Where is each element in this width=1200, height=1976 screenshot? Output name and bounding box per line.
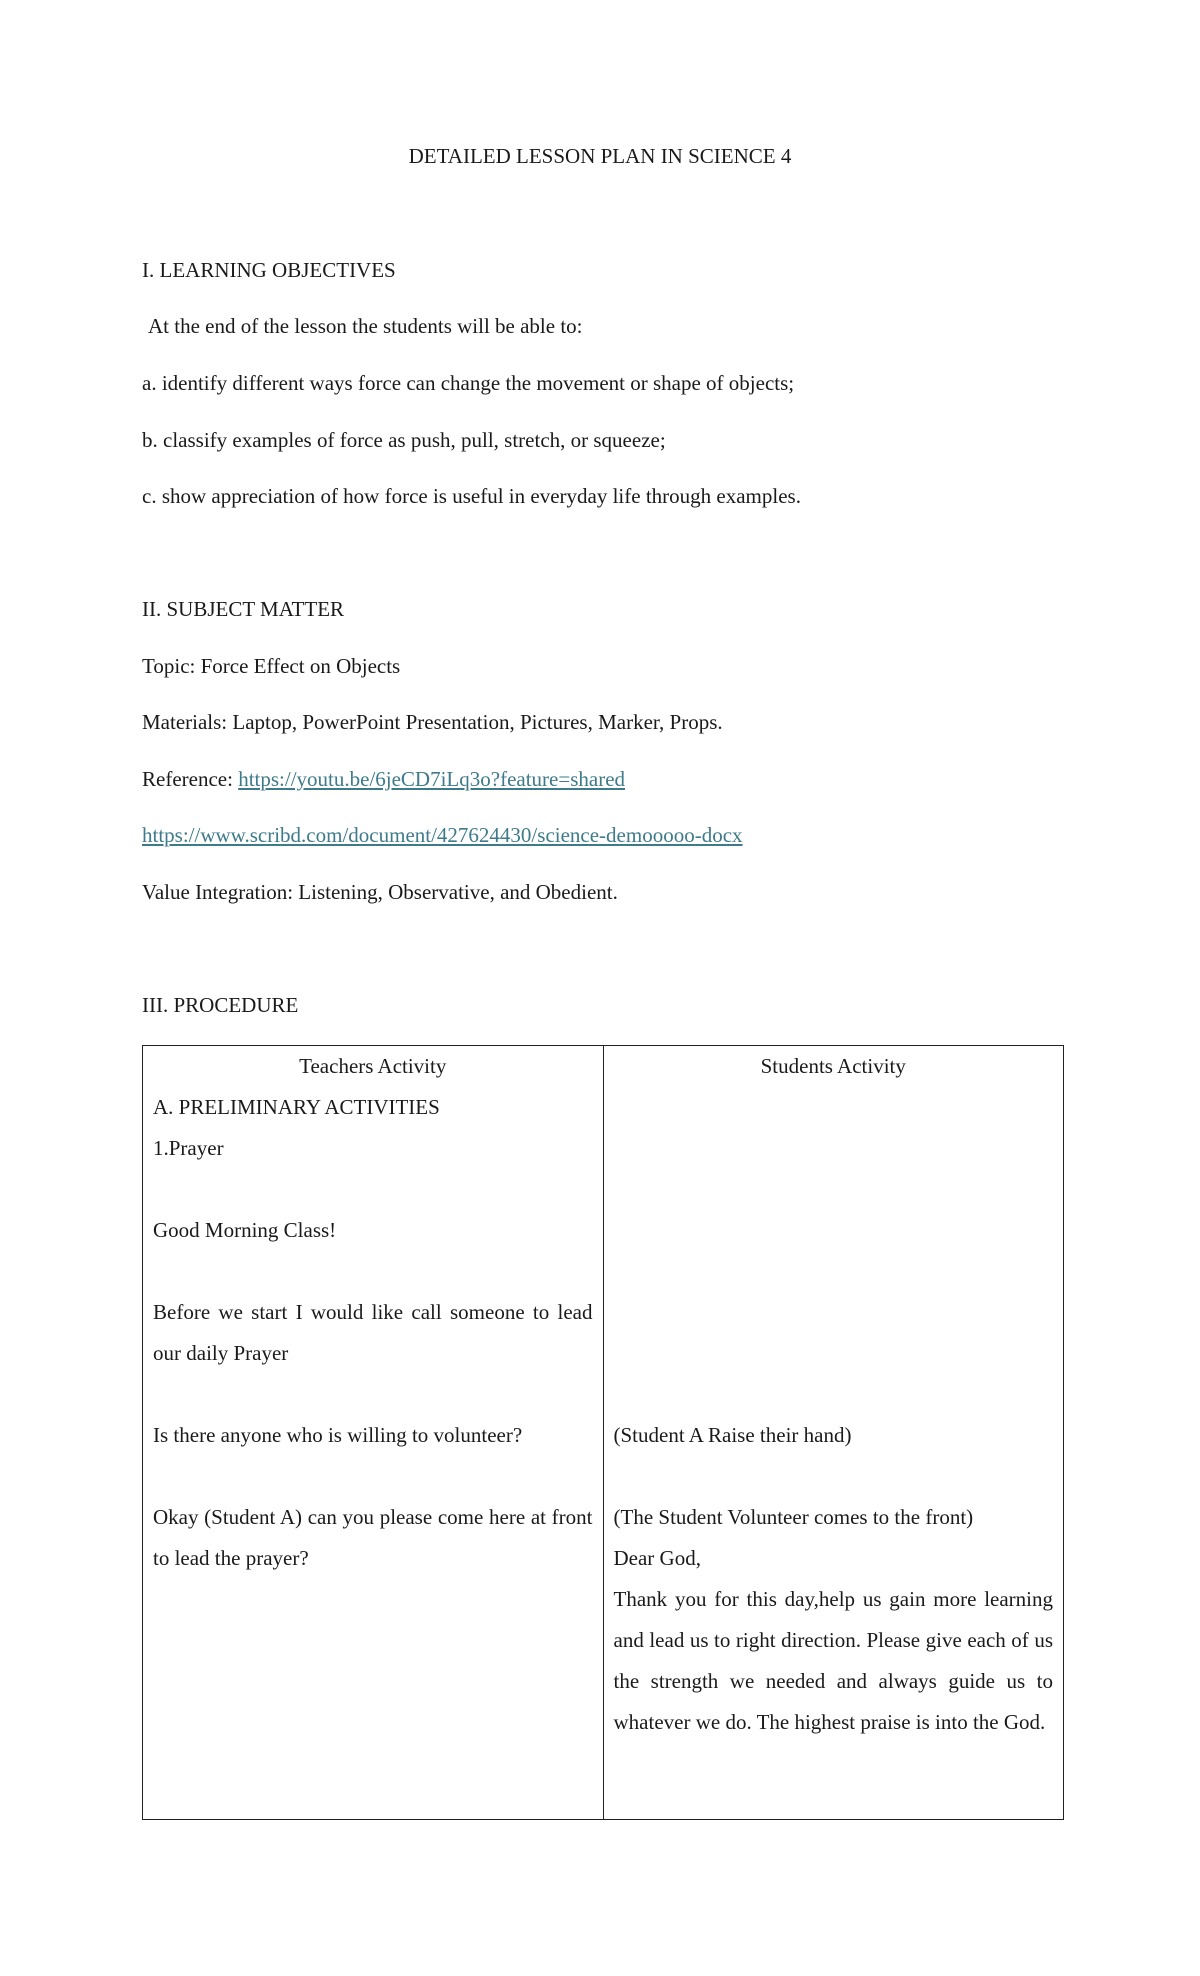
table-row [143,1046,1064,1820]
spacer [614,1333,1054,1374]
prayer-label: 1.Prayer [153,1136,224,1160]
teacher-activity-header: Teachers Activity [299,1054,447,1078]
prayer-salutation: Dear God, [613,1546,701,1570]
document-title: DETAILED LESSON PLAN IN SCIENCE 4 [408,144,792,168]
spacer [153,1169,593,1210]
student-activity-header: Students Activity [760,1054,906,1078]
teacher-greeting: Good Morning Class! [153,1218,337,1242]
spacer [614,1374,1054,1415]
spacer [614,1128,1054,1169]
spacer [153,1251,593,1292]
reference-link-scribd[interactable]: https://www.scribd.com/document/427624430/science-demooooo-docx [142,823,743,847]
spacer [153,1456,593,1497]
student-activity-cell [603,1046,1064,1820]
spacer [614,1251,1054,1292]
student-comes-front: (The Student Volunteer comes to the front) [613,1505,974,1529]
spacer [614,1292,1054,1333]
objective-item-c: c. show appreciation of how force is useful in everyday life through examples. [142,484,801,508]
objectives-heading: I. LEARNING OBJECTIVES [142,258,396,282]
teacher-call-prayer: Before we start I would like call someone to lead our daily Prayer [153,1300,593,1365]
teacher-ask-volunteer: Is there anyone who is willing to volunteer? [153,1423,523,1447]
student-raise-hand: (Student A Raise their hand) [613,1423,852,1447]
subject-materials: Materials: Laptop, PowerPoint Presentation, Pictures, Marker, Props. [142,710,723,734]
spacer [614,1169,1054,1210]
spacer [614,1210,1054,1251]
spacer [614,1456,1054,1497]
reference-label: Reference: [142,767,239,791]
spacer [614,1087,1054,1128]
objective-item-a: a. identify different ways force can change the movement or shape of objects; [142,371,795,395]
spacer [153,1374,593,1415]
objective-item-b: b. classify examples of force as push, pull, stretch, or squeeze; [142,428,666,452]
teacher-invite-student: Okay (Student A) can you please come here at front to lead the prayer? [153,1505,593,1570]
subject-topic: Topic: Force Effect on Objects [142,654,401,678]
objectives-intro: At the end of the lesson the students will be able to: [148,314,583,338]
procedure-table [142,1045,1064,1820]
subject-reference [142,767,625,792]
preliminary-activities-label: A. PRELIMINARY ACTIVITIES [153,1095,440,1119]
subject-matter-heading: II. SUBJECT MATTER [142,597,345,621]
subject-value-integration: Value Integration: Listening, Observative, and Obedient. [142,880,618,904]
reference-link-scribd-line [142,823,743,848]
teacher-activity-cell [143,1046,604,1820]
reference-link-youtube[interactable]: https://youtu.be/6jeCD7iLq3o?feature=shared [238,767,626,791]
procedure-heading: III. PROCEDURE [142,993,299,1017]
prayer-text: Thank you for this day,help us gain more learning and lead us to right direction. Please give each of us the strength we needed and always guide us to whatever we do. The highest praise is into the God. [613,1587,1053,1734]
